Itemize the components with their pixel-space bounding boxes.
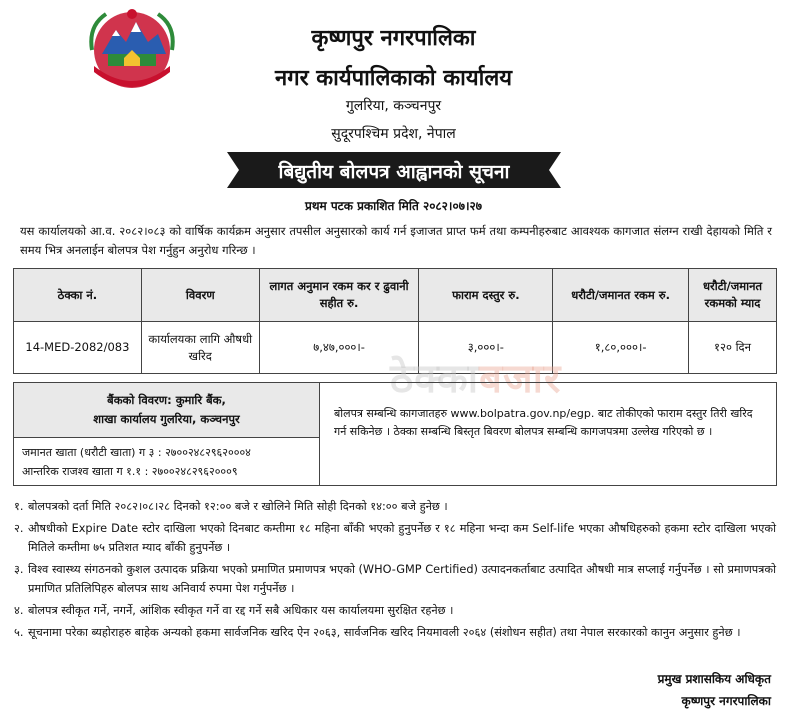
published-date: प्रथम पटक प्रकाशित मिति २०८२।०७।२७ [305, 199, 482, 213]
header-estimate: लागत अनुमान रकम कर र ढुवानी सहीत रु. [259, 269, 419, 322]
office-address: गुलरिया, कञ्चनपुर [345, 98, 442, 114]
cell-contract-no: 14-MED-2082/083 [14, 322, 142, 374]
list-item-number: ४. [14, 604, 24, 617]
notice-title: बिद्युतीय बोलपत्र आह्वानको सूचना [278, 161, 510, 183]
cell-form-fee: ३,०००।- [419, 322, 553, 374]
table-header-row [14, 269, 777, 322]
list-item-number: १. [14, 500, 24, 513]
cell-validity: १२० दिन [689, 322, 777, 374]
notice-title-banner [227, 152, 561, 188]
list-item [14, 519, 776, 557]
municipality-name: कृष्णपुर नगरपालिका [311, 26, 476, 51]
office-name: नगर कार्यपालिकाको कार्यालय [275, 66, 512, 91]
header-description: विवरण [141, 269, 259, 322]
province-name: सुदूरपश्चिम प्रदेश, नेपाल [331, 126, 456, 142]
header-form-fee: फाराम दस्तुर रु. [419, 269, 553, 322]
list-item [14, 497, 776, 516]
notice-header [0, 0, 787, 150]
list-item-text: बोलपत्र स्वीकृत गर्ने, नगर्ने, आंशिक स्वीकृत गर्ने वा रद्द गर्ने सबै अधिकार यस कार्यालयमा सुरक्षित रहनेछ । [28, 604, 454, 617]
list-item-number: ५. [14, 626, 24, 639]
deposit-account: जमानत खाता (धरौटी खाता) ग ३ : २७००२४८२९६२०००४ [22, 446, 251, 459]
signatory-org: कृष्णपुर नगरपालिका [681, 694, 771, 708]
cell-description: कार्यालयका लागि औषधी खरिद [141, 322, 259, 374]
header-contract-no: ठेक्का नं. [14, 269, 142, 322]
bank-title-line1: बैंकको विवरण: कुमारि बैंक, [107, 393, 226, 407]
list-item-text: सूचनामा परेका ब्यहोराहरु बाहेक अन्यको हकमा सार्वजनिक खरिद ऐन २०६३, सार्वजनिक खरिद नियमावली २०६४ (संशोधन सहीत) तथा नेपाल सरकारको कानुन अनुसार हुनेछ । [28, 626, 741, 639]
cell-estimate: ७,४७,०००।- [259, 322, 419, 374]
cell-deposit: १,८०,०००।- [553, 322, 689, 374]
header-validity: धरौटी/जमानत रकमको म्याद [689, 269, 777, 322]
list-item [14, 601, 776, 620]
list-item [14, 560, 776, 598]
bank-accounts-panel [14, 383, 320, 485]
document-info: बोलपत्र सम्बन्धि कागजातहरु www.bolpatra.gov.np/egp. बाट तोकीएको फाराम दस्तुर तिरी खरिद गर्न सकिनेछ । ठेक्का सम्बन्धि बिस्तृत बिवरण बोलपत्र सम्बन्धि कागजपत्रमा उल्लेख गरिएको छ । [334, 407, 753, 438]
list-item-text: औषधीको Expire Date स्टोर दाखिला भएको दिनबाट कम्तीमा १८ महिना बाँकी भएको हुनुपर्नेछ र १८ महिना भन्दा कम Self-life भएका औषधिहरुको हकमा स्टोर दाखिला भएको मितिले कम्तीमा ७५ प्रतिशत म्याद बाँकी हुनुपर्नेछ । [28, 522, 776, 554]
bank-title-line2: शाखा कार्यालय गुलरिया, कञ्चनपुर [93, 412, 240, 426]
list-item-text: विश्व स्वास्थ्य संगठनको कुशल उत्पादक प्रक्रिया भएको प्रमाणित प्रमाणपत्र भएको (WHO-GMP Certified) उत्पादनकर्ताबाट उत्पादित औषधी मात्र सप्लाई गर्नुपर्नेछ । सो प्रमाणपत्रको प्रमाणित प्रतिलिपिहरु बोलपत्र साथ अनिवार्य रुपमा पेश गर्नुपर्नेछ । [28, 563, 776, 595]
watermark-part2: बजार [479, 356, 562, 402]
signatory-title: प्रमुख प्रशासकिय अधिकृत [657, 672, 771, 686]
intro-paragraph: यस कार्यालयको आ.व. २०८२।०८३ को वार्षिक कार्यक्रम अनुसार तपसील अनुसारको कार्य गर्न इजाजत प्राप्त फर्म तथा कम्पनीहरुबाट आवश्यक कागजात संलग्न राखी देहायको मिति र समय भित्र अनलाईन बोलपत्र पेश गर्नुहुन अनुरोध गरिन्छ । [20, 224, 772, 257]
terms-list [14, 497, 776, 645]
list-item [14, 623, 776, 642]
revenue-account: आन्तरिक राजश्व खाता ग १.१ : २७००२४८२९६२०००९ [22, 465, 238, 478]
header-deposit: धरौटी/जमानत रकम रु. [553, 269, 689, 322]
list-item-number: ३. [14, 563, 24, 576]
watermark-part1: ठेक्का [390, 356, 480, 402]
list-item-text: बोलपत्रको दर्ता मिति २०८२।०८।२८ दिनको १२:०० बजे र खोलिने मिति सोही दिनको १४:०० बजे हुनेछ । [28, 500, 448, 513]
bank-title [14, 383, 319, 438]
bank-details-box [13, 382, 777, 486]
list-item-number: २. [14, 522, 24, 535]
